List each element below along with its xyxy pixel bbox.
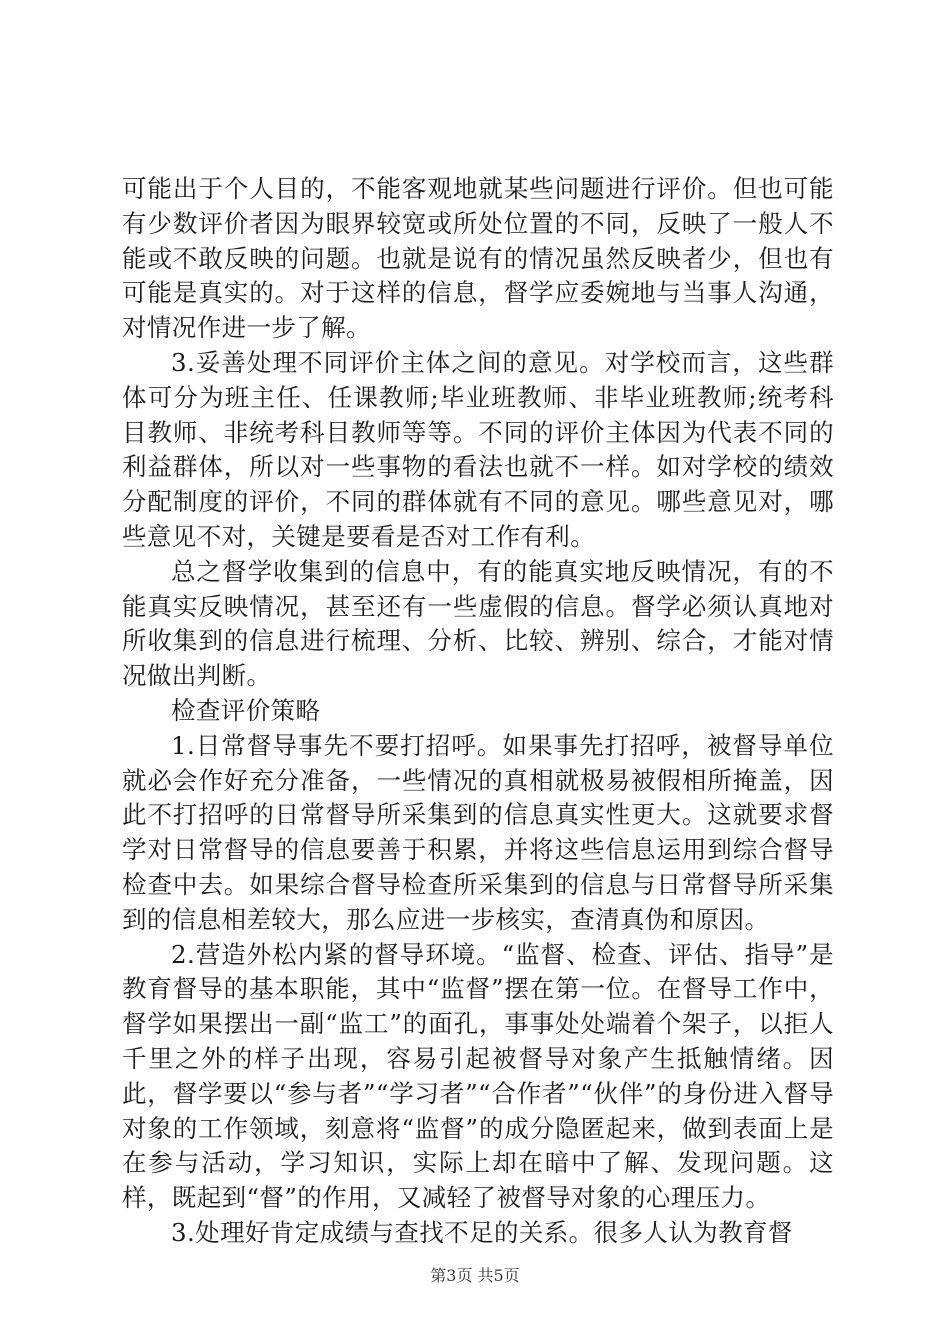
- paragraph-point-3-achievements-and-shortcomings: 3.处理好肯定成绩与查找不足的关系。很多人认为教育督: [171, 1217, 793, 1247]
- paragraph-point-1-no-prior-notice: 1.日常督导事先不要打招呼。如果事先打招呼，被督导单位就必会作好充分准备，一些情况的真相就极易被假相所掩盖，因此不打招呼的日常督导所采集到的信息真实性更大。这就要求督学对日常督导的信息要善于积累，并将这些信息运用到综合督导检查中去。如果综合督导检查所采集到的信息与日常督导所采集到的信息相差较大，那么应进一步核实，查清真伪和原因。: [122, 730, 834, 934]
- paragraph-point-2-supervision-environment: 2.营造外松内紧的督导环境。“监督、检查、评估、指导”是教育督导的基本职能，其中“监督”摆在第一位。在督导工作中，督学如果摆出一副“监工”的面孔，事事处处端着个架子，以拒人千里之外的样子出现，容易引起被督导对象产生抵触情绪。因此，督学要以“参与者”“学习者”“合作者”“伙伴”的身份进入督导对象的工作领域，刻意将“监督”的成分隐匿起来，做到表面上是在参与活动，学习知识，实际上却在暗中了解、发现问题。这样，既起到“督”的作用，又减轻了被督导对象的心理压力。: [122, 939, 834, 1213]
- page-footer: 第3页 共5页: [430, 1266, 520, 1285]
- paragraph-point-3-evaluation-subjects: 3.妥善处理不同评价主体之间的意见。对学校而言，这些群体可分为班主任、任课教师;毕业班教师、非毕业班教师;统考科目教师、非统考科目教师等等。不同的评价主体因为代表不同的利益群体，所以对一些事物的看法也就不一样。如对学校的绩效分配制度的评价，不同的群体就有不同的意见。哪些意见对，哪些意见不对，关键是要看是否对工作有利。: [122, 347, 834, 551]
- document-body: [122, 172, 834, 1251]
- section-heading-inspection-strategy: 检查评价策略: [171, 695, 321, 725]
- paragraph-continuation: 可能出于个人目的，不能客观地就某些问题进行评价。但也可能有少数评价者因为眼界较宽或所处位置的不同，反映了一般人不能或不敢反映的问题。也就是说有的情况虽然反映者少，但也有可能是真实的。对于这样的信息，督学应委婉地与当事人沟通，对情况作进一步了解。: [122, 174, 834, 343]
- paragraph-summary: 总之督学收集到的信息中，有的能真实地反映情况，有的不能真实反映情况，甚至还有一些虚假的信息。督学必须认真地对所收集到的信息进行梳理、分析、比较、辨别、综合，才能对情况做出判断。: [122, 556, 834, 691]
